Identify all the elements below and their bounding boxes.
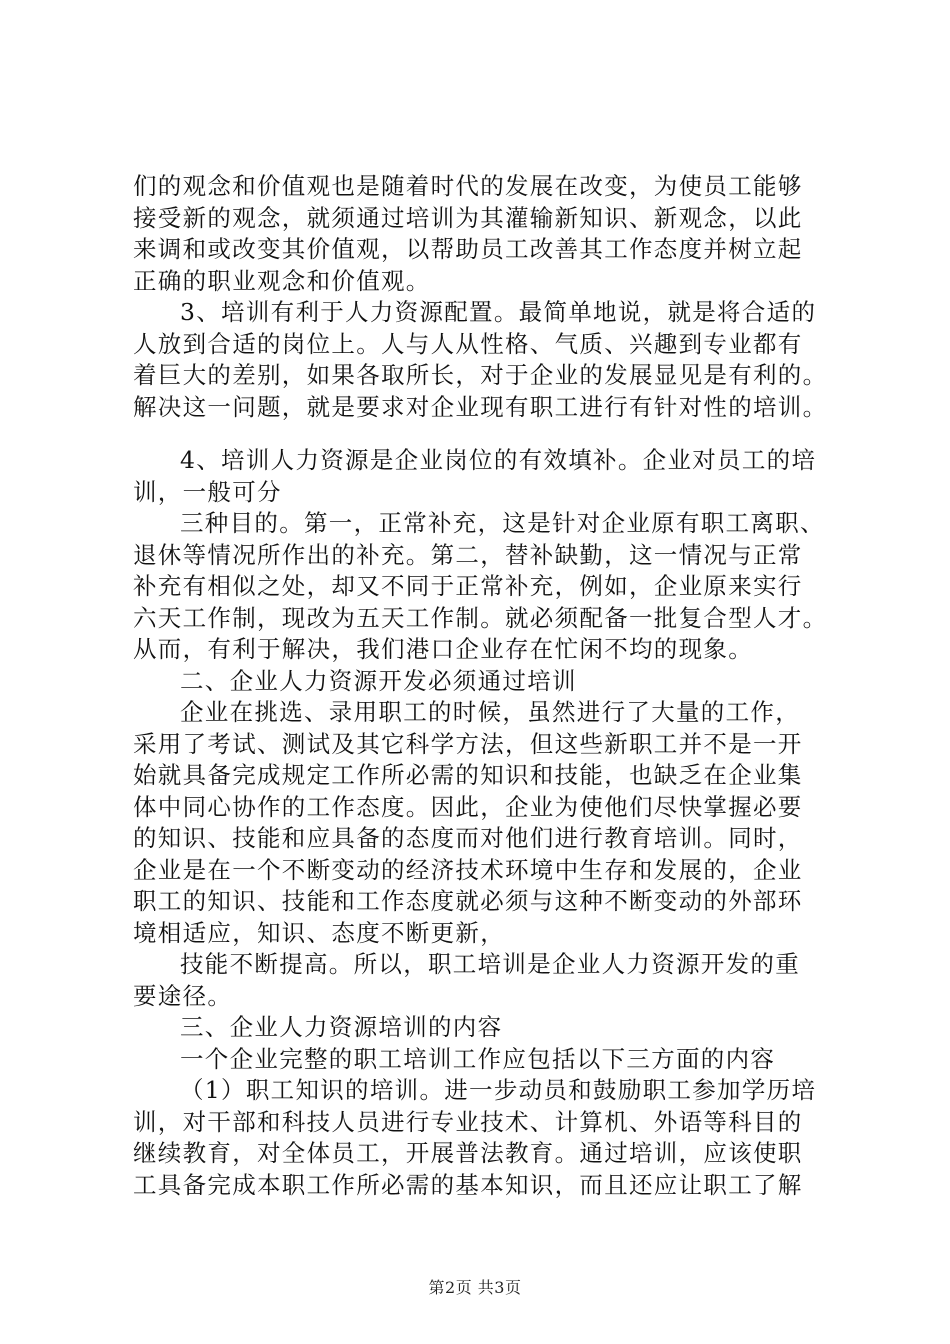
text-line: 始就具备完成规定工作所必需的知识和技能，也缺乏在企业集 [133, 761, 803, 789]
text-line: 继续教育，对全体员工，开展普法教育。通过培训，应该使职 [133, 1139, 803, 1167]
text-line: 人放到合适的岗位上。人与人从性格、气质、兴趣到专业都有 [133, 329, 803, 358]
section-heading: 三、企业人力资源培训的内容 [180, 1013, 503, 1041]
paragraph-start-line: 3、培训有利于人力资源配置。最简单地说，就是将合适的 [180, 298, 817, 326]
section-heading: 二、企业人力资源开发必须通过培训 [180, 666, 577, 695]
paragraph-start-line: 技能不断提高。所以，职工培训是企业人力资源开发的重 [180, 950, 800, 978]
text-line: 企业是在一个不断变动的经济技术环境中生存和发展的，企业 [133, 855, 803, 884]
paragraph-start-line: 企业在挑选、录用职工的时候，虽然进行了大量的工作， [180, 698, 800, 726]
text-line: 们的观念和价值观也是随着时代的发展在改变，为使员工能够 [133, 172, 803, 200]
text-line: 职工的知识、技能和工作态度就必须与这种不断变动的外部环 [133, 887, 803, 915]
text-line: 训，对干部和科技人员进行专业技术、计算机、外语等科目的 [133, 1107, 803, 1136]
text-line: 退休等情况所作出的补充。第二，替补缺勤，这一情况与正常 [133, 540, 803, 569]
text-line: 的知识、技能和应具备的态度而对他们进行教育培训。同时， [133, 824, 803, 852]
text-line: 训，一般可分 [133, 477, 282, 506]
text-line: 接受新的观念，就须通过培训为其灌输新知识、新观念，以此 [133, 203, 803, 232]
text-line: 采用了考试、测试及其它科学方法，但这些新职工并不是一开 [133, 729, 803, 758]
text-line: 六天工作制，现改为五天工作制。就必须配备一批复合型人才。 [133, 603, 828, 632]
page-number-footer: 第2页 共3页 [428, 1278, 522, 1297]
text-line: 要途径。 [133, 981, 233, 1010]
text-line: 补充有相似之处，却又不同于正常补充，例如，企业原来实行 [133, 572, 803, 600]
text-line: 着巨大的差别，如果各取所长，对于企业的发展显见是有利的。 [133, 361, 828, 389]
paragraph-gap [133, 423, 833, 445]
paragraph-start-line: 三种目的。第一，正常补充，这是针对企业原有职工离职、 [180, 509, 825, 537]
body-text [133, 171, 833, 1201]
paragraph-start-line: 4、培训人力资源是企业岗位的有效填补。企业对员工的培 [180, 446, 817, 474]
text-line: 从而，有利于解决，我们港口企业存在忙闲不均的现象。 [133, 635, 753, 663]
text-line: 正确的职业观念和价值观。 [133, 266, 431, 295]
text-line: 来调和或改变其价值观，以帮助员工改善其工作态度并树立起 [133, 235, 803, 263]
text-line: 工具备完成本职工作所必需的基本知识，而且还应让职工了解 [133, 1170, 803, 1199]
text-line: 境相适应，知识、态度不断更新， [133, 918, 505, 947]
paragraph-start-line: （1）职工知识的培训。进一步动员和鼓励职工参加学历培 [180, 1076, 817, 1104]
text-line: 体中同心协作的工作态度。因此，企业为使他们尽快掌握必要 [133, 792, 803, 821]
text-line: 解决这一问题，就是要求对企业现有职工进行有针对性的培训。 [133, 392, 828, 421]
paragraph-start-line: 一个企业完整的职工培训工作应包括以下三方面的内容 [180, 1044, 776, 1073]
